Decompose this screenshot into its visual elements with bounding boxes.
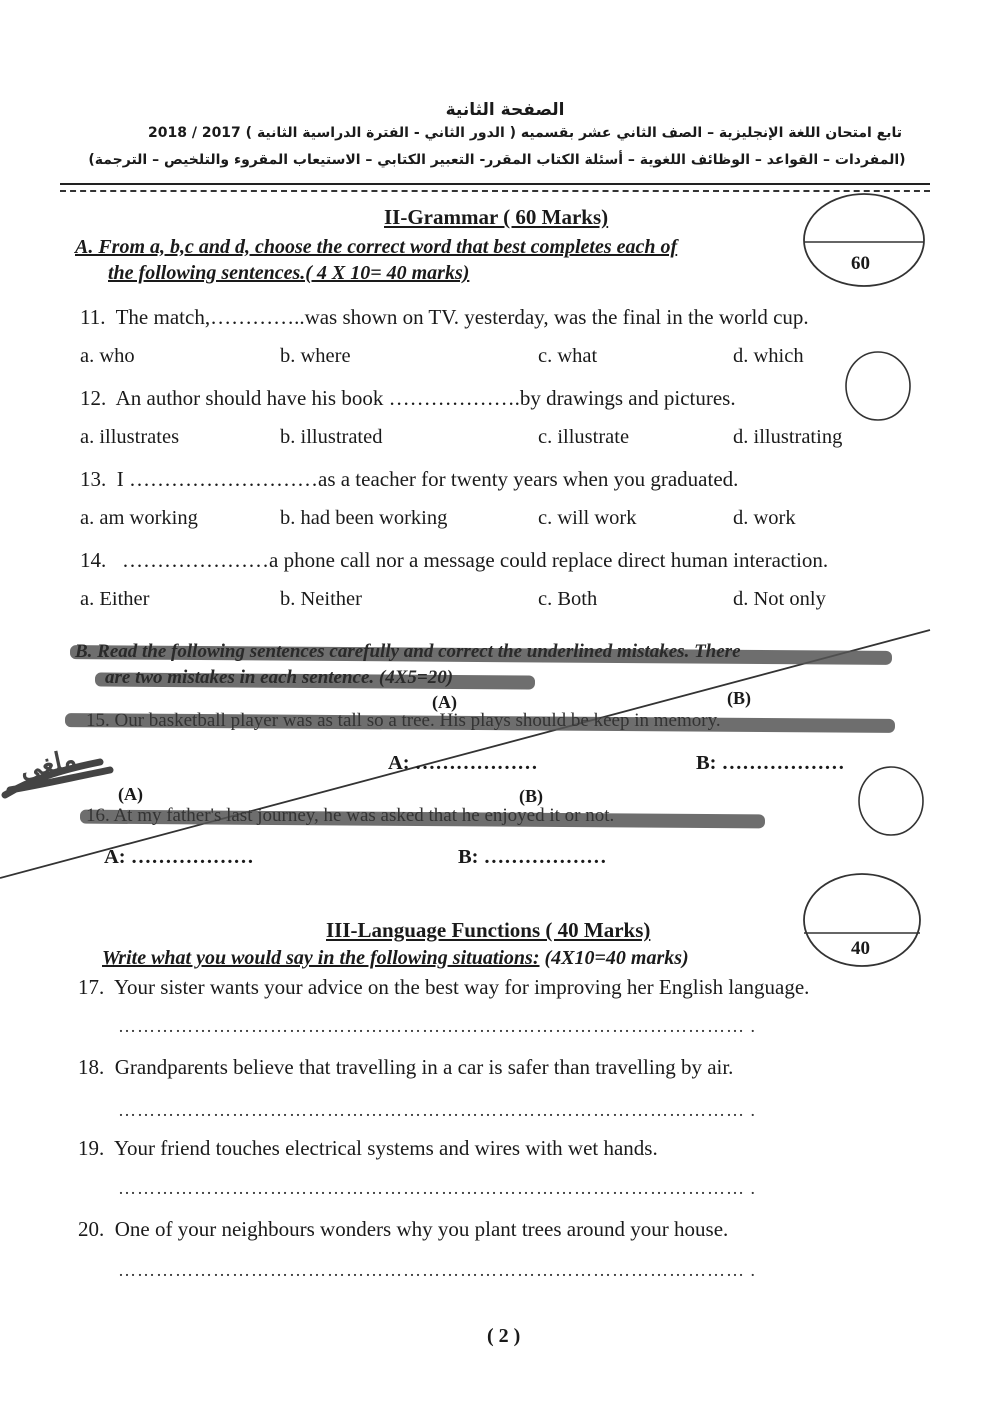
question-number: 20. [78,1217,105,1241]
grammar-title: II-Grammar ( 60 Marks) [384,205,609,229]
topics-line: (المفردات – القواعد – الوظائف اللغوية – أسئلة الكتاب المقرر- التعبير الكتابي – الاستيعاب المقروء والتلخيص – الترجمة) [88,152,906,168]
question-text: Your sister wants your advice on the best way for improving her English language. [113,975,810,999]
question-number: 14. [80,548,107,572]
question-14 [80,548,828,573]
lf-score-value: 40 [851,938,870,959]
question-number: 11. [80,305,106,329]
partB-instruction-2: are two mistakes in each sentence. (4X5=20) [105,667,454,688]
option-d[interactable]: d. which [733,345,804,367]
lf-instruction-text: Write what you would say in the following situations: [102,947,540,969]
q16-answer-b[interactable]: B: ……………… [458,846,607,868]
question-text: An author should have his book ……………….by drawings and pictures. [115,386,736,410]
option-b[interactable]: b. had been working [280,507,448,529]
question-19 [78,1136,658,1161]
option-b[interactable]: b. where [280,345,351,367]
handwritten-note: ملغي [17,744,80,785]
question-number: 13. [80,467,107,491]
exam-title-line: تابع امتحان اللغة الإنجليزية – الصف الثاني عشر بقسميه ( الدور الثاني - الفترة الدراسية الثانية ) 2017 / 2018 [147,125,902,141]
option-c[interactable]: c. will work [538,507,637,529]
answer-line-19[interactable]: ……………………………………………………………………………………… . [118,1178,756,1198]
option-c[interactable]: c. what [538,345,598,367]
question-number: 18. [78,1055,105,1079]
q15-answer-a[interactable]: A: ……………… [388,752,538,774]
answer-line-18[interactable]: ……………………………………………………………………………………… . [118,1100,756,1120]
question-18 [78,1055,733,1080]
option-a[interactable]: a. who [80,345,135,367]
question-15: 15. Our basketball player was as tall so a tree. His plays should be keep in memory. [86,710,721,731]
header-rule-1 [60,183,930,185]
answer-line-17[interactable]: ……………………………………………………………………………………… . [118,1016,756,1036]
question-11 [80,305,809,330]
option-c[interactable]: c. illustrate [538,426,630,448]
question-13 [80,467,738,492]
q15-mark-a: (A) [432,692,457,712]
question-text: The match,…………..was shown on TV. yesterday, was the final in the world cup. [115,305,809,329]
question-16: 16. At my father's last journey, he was asked that he enjoyed it or not. [86,805,615,826]
page-number: ( 2 ) [487,1325,521,1347]
answer-line-20[interactable]: ……………………………………………………………………………………… . [118,1260,756,1280]
question-text: Grandparents believe that travelling in a car is safer than travelling by air. [114,1055,734,1079]
question-text: …………………a phone call nor a message could replace direct human interaction. [122,548,829,572]
partB-instruction-1: B. Read the following sentences carefully and correct the underlined mistakes. There [75,641,741,662]
lf-title: III-Language Functions ( 40 Marks) [326,918,651,942]
question-12 [80,386,736,411]
option-a[interactable]: a. Either [80,588,150,610]
q16-mark-a: (A) [118,784,143,804]
question-text: Your friend touches electrical systems and wires with wet hands. [113,1136,658,1160]
option-d[interactable]: d. illustrating [733,426,843,448]
question-text: I ………………………as a teacher for twenty years when you graduated. [116,467,739,491]
option-c[interactable]: c. Both [538,588,598,610]
option-b[interactable]: b. illustrated [280,426,383,448]
question-17 [78,975,809,1000]
lf-instruction [102,947,689,970]
option-b[interactable]: b. Neither [280,588,362,610]
header-rule-2 [60,190,930,192]
question-number: 19. [78,1136,105,1160]
partA-instruction-1: A. From a, b,c and d, choose the correct word that best completes each of [75,236,678,258]
q16-mark-b: (B) [519,786,543,806]
option-d[interactable]: d. work [733,507,796,529]
q-score-circle-2 [859,767,923,835]
option-a[interactable]: a. illustrates [80,426,180,448]
grammar-score-value: 60 [851,253,870,274]
partA-instruction-2: the following sentences.( 4 X 10= 40 marks) [108,262,470,284]
q16-answer-a[interactable]: A: ……………… [104,846,254,868]
q-score-circle-1 [846,352,910,420]
question-20 [78,1217,728,1242]
option-a[interactable]: a. am working [80,507,198,529]
q15-answer-b[interactable]: B: ……………… [696,752,845,774]
lf-instruction-marks: (4X10=40 marks) [539,947,689,969]
option-d[interactable]: d. Not only [733,588,826,610]
question-number: 17. [78,975,105,999]
question-text: One of your neighbours wonders why you plant trees around your house. [114,1217,729,1241]
q15-mark-b: (B) [727,688,751,708]
page-label: الصفحة الثانية [445,100,565,120]
question-number: 12. [80,386,107,410]
